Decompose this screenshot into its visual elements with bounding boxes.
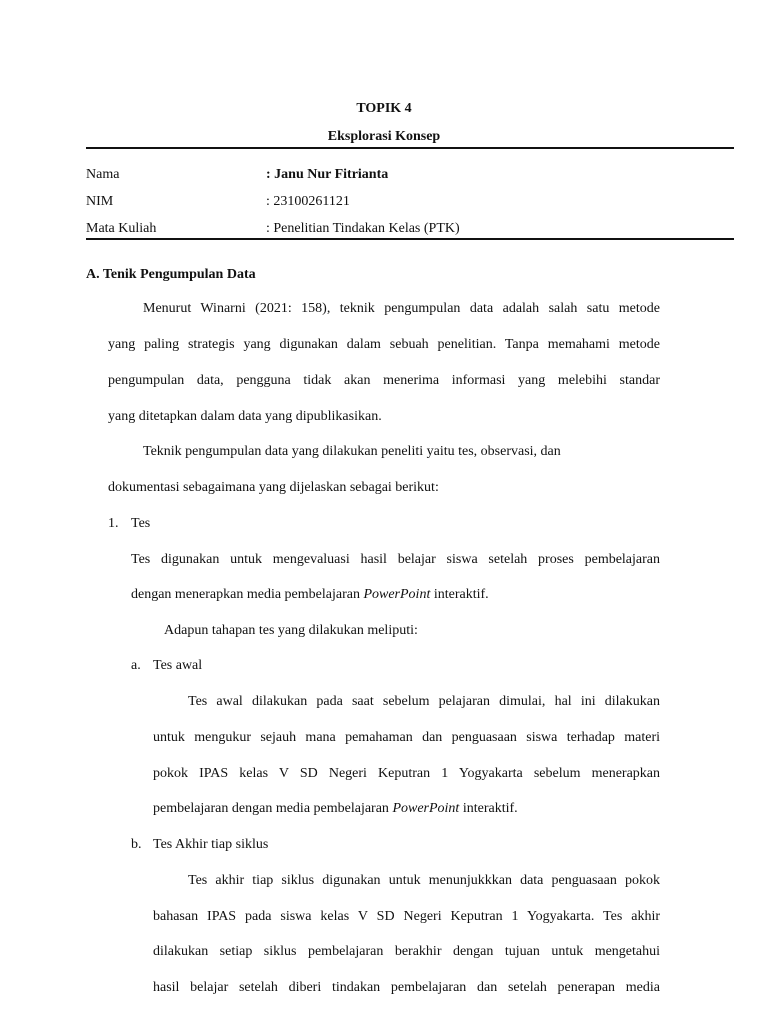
item1-number: 1. <box>108 516 119 531</box>
para2-line2: dokumentasi sebagaimana yang dijelaskan sebagai berikut: <box>108 480 439 495</box>
item-a-line4: pembelajaran dengan media pembelajaran PowerPoint interaktif. <box>153 801 518 816</box>
item-a-line2: untuk mengukur sejauh mana pemahaman dan penguasaan siswa terhadap materi <box>153 730 660 745</box>
header-rule-top <box>86 147 734 149</box>
item1-line2: dengan menerapkan media pembelajaran PowerPoint interaktif. <box>131 587 489 602</box>
item-a-title: Tes awal <box>153 658 203 673</box>
item-a-letter: a. <box>131 658 141 673</box>
item-a-powerpoint: PowerPoint <box>392 801 460 816</box>
item-a-line1: Tes awal dilakukan pada saat sebelum pelajaran dimulai, hal ini dilakukan <box>188 694 660 709</box>
item-b-line2: bahasan IPAS pada siswa kelas V SD Negeri Keputran 1 Yogyakarta. Tes akhir <box>153 909 660 924</box>
info-value-nim: : 23100261121 <box>266 194 350 209</box>
topic-title: TOPIK 4 <box>356 101 412 116</box>
item-b-line4: hasil belajar setelah diberi tindakan pembelajaran dan setelah penerapan media <box>153 980 660 995</box>
item-b-letter: b. <box>131 837 142 852</box>
item1-title: Tes <box>131 516 151 531</box>
info-value-mata-kuliah: : Penelitian Tindakan Kelas (PTK) <box>266 221 460 236</box>
item-b-line3: dilakukan setiap siklus pembelajaran berakhir dengan tujuan untuk mengetahui <box>153 944 660 959</box>
section-a-heading: A. Tenik Pengumpulan Data <box>86 267 256 282</box>
info-label-mata-kuliah: Mata Kuliah <box>86 221 157 236</box>
para1-line1: Menurut Winarni (2021: 158), teknik pengumpulan data adalah salah satu metode <box>143 301 660 316</box>
info-value-nama: : Janu Nur Fitrianta <box>266 167 389 182</box>
para2-line1: Teknik pengumpulan data yang dilakukan peneliti yaitu tes, observasi, dan <box>143 444 561 459</box>
para1-line4: yang ditetapkan dalam data yang dipublikasikan. <box>108 409 382 424</box>
item1-steps-intro: Adapun tahapan tes yang dilakukan meliputi: <box>164 623 418 638</box>
item-a-line3: pokok IPAS kelas V SD Negeri Keputran 1 Yogyakarta sebelum menerapkan <box>153 766 660 781</box>
topic-subtitle: Eksplorasi Konsep <box>327 129 441 144</box>
para1-line3: pengumpulan data, pengguna tidak akan menerima informasi yang melebihi standar <box>108 373 660 388</box>
item1-powerpoint: PowerPoint <box>363 587 431 602</box>
para1-line2: yang paling strategis yang digunakan dalam sebuah penelitian. Tanpa memahami metode <box>108 337 660 352</box>
header-rule-bottom <box>86 238 734 240</box>
info-label-nama: Nama <box>86 167 120 182</box>
item-b-title: Tes Akhir tiap siklus <box>153 837 269 852</box>
item1-line1: Tes digunakan untuk mengevaluasi hasil belajar siswa setelah proses pembelajaran <box>131 552 660 567</box>
item-b-line1: Tes akhir tiap siklus digunakan untuk menunjukkkan data penguasaan pokok <box>188 873 660 888</box>
info-label-nim: NIM <box>86 194 114 209</box>
